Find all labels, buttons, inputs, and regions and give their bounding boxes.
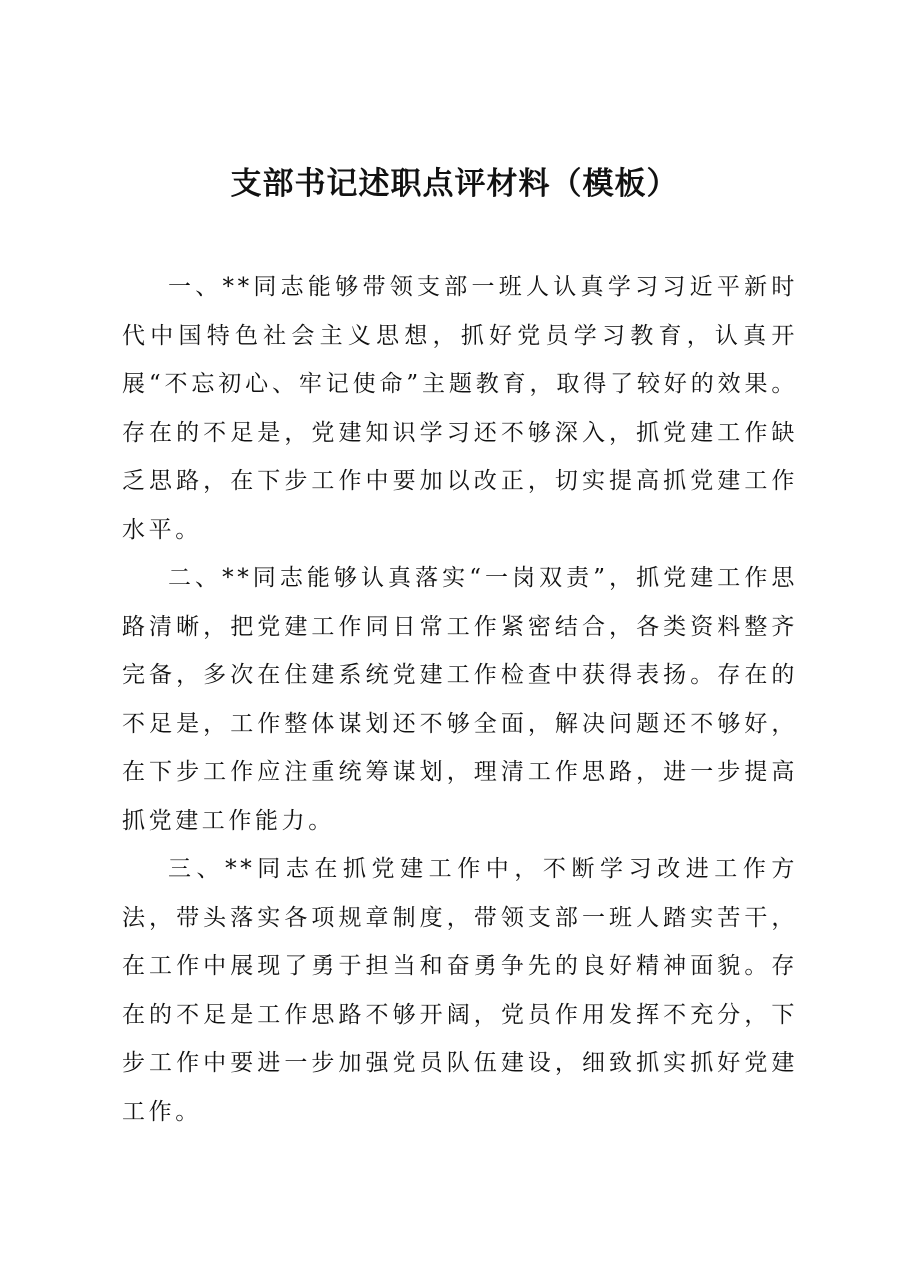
paragraph-3: 三、**同志在抓党建工作中，不断学习改进工作方法，带头落实各项规章制度，带领支部一班人踏实苦干，在工作中展现了勇于担当和奋勇争先的良好精神面貌。存在的不足是工作思路不够开阔，党员作用发挥不充分，下步工作中要进一步加强党员队伍建设，细致抓实抓好党建工作。 <box>122 856 798 1125</box>
document-title: 支部书记述职点评材料（模板） <box>230 166 679 202</box>
paragraph-2: 二、**同志能够认真落实“一岗双责”，抓党建工作思路清晰，把党建工作同日常工作紧密结合，各类资料整齐完备，多次在住建系统党建工作检查中获得表扬。存在的不足是，工作整体谋划还不够全面，解决问题还不够好，在下步工作应注重统筹谋划，理清工作思路，进一步提高抓党建工作能力。 <box>122 565 798 834</box>
document-body <box>122 263 798 1136</box>
paragraph-1: 一、**同志能够带领支部一班人认真学习习近平新时代中国特色社会主义思想，抓好党员学习教育，认真开展“不忘初心、牢记使命”主题教育，取得了较好的效果。存在的不足是，党建知识学习还不够深入，抓党建工作缺乏思路，在下步工作中要加以改正，切实提高抓党建工作水平。 <box>122 274 798 543</box>
